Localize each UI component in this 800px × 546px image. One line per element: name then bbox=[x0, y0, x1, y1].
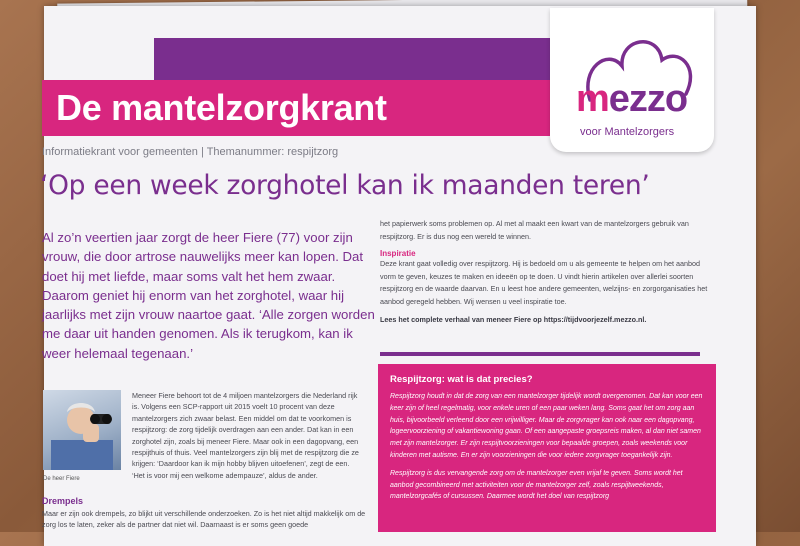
right-column-intro: het papierwerk soms problemen op. Al met al maakt een kwart van de mantelzorgers gebruik van respijtzorg. Er is dus nog een wereld te winnen. bbox=[380, 219, 689, 241]
man-with-binoculars-image bbox=[43, 390, 121, 470]
inspiratie-text: Deze krant gaat volledig over respijtzorg. Hij is bedoeld om u als gemeente te helpen om het aanbod vorm te geven, keuzes te maken en ideeën op te doen. U vindt hierin artikelen over allerlei soorten respijtzorg en de waarde daarvan. En u leest hoe andere gemeenten, welzijns- en zorgorganisaties het aanbod geregeld hebben. Wij wensen u veel inspiratie toe. bbox=[380, 259, 708, 306]
drempels-text: Maar er zijn ook drempels, zo blijkt uit verschillende onderzoeken. Zo is het niet altijd makkelijk om de zorg los te laten, zeker als de partner dat niet wil. Daarnaast is er soms geen goede bbox=[42, 509, 366, 529]
article-headline: ‘Op een week zorghotel kan ik maanden teren’ bbox=[40, 170, 650, 201]
info-box-heading: Respijtzorg: wat is dat precies? bbox=[390, 374, 533, 385]
article-body: Meneer Fiere behoort tot de 4 miljoen mantelzorgers die Nederland rijk is. Volgens een SCP-rapport uit 2015 voelt 10 procent van deze mantelzorgers zich zwaar belast. Een middel om dat te voorkomen is respijtzorg: de zorg tijdelijk overdragen aan een ander. Dat kan in een zorghotel zijn, zoals bij meneer Fiere. Maar ook in een dagopvang, een respijthuis of thuis. Veel mantelzorgers zijn blij met de respijtzorg die ze krijgen: ‘Daardoor kan ik mijn hobby blijven uitoefenen’, zegt de een. ‘Het is voor mij een welkome adempauze’, aldus de ander. bbox=[132, 391, 359, 480]
respijtzorg-info-box bbox=[378, 364, 716, 532]
read-more-link[interactable]: Lees het complete verhaal van meneer Fiere op https://tijdvoorjezelf.mezzo.nl. bbox=[380, 315, 647, 324]
article-lead: Al zo’n veertien jaar zorgt de heer Fiere (77) voor zijn vrouw, die door artrose nauwelijks meer kan lopen. Dat doet hij met liefde, maar soms valt het hem zwaar. Daarom geniet hij enorm van het zorghotel, waar hij jaarlijks met zijn vrouw naartoe gaat. ‘Alle zorgen worden me daar uit handen genomen. Als ik terugkom, kan ik weer helemaal tegenaan.’ bbox=[42, 230, 375, 361]
info-box-paragraph-1: Respijtzorg houdt in dat de zorg van een mantelzorger tijdelijk wordt overgenomen. Dat kan voor een keer zijn of heel regelmatig, voor enkele uren of een paar weken lang. Soms gaat het om zorg aan huis, bijvoorbeeld verleend door een vrijwilliger. Maar de zorgvrager kan ook naar een dagopvang, logeervoorziening of vakantiewoning gaan. Of een aangepaste groepsreis maken, al dan niet samen met zijn mantelzorger. Er zijn respijtvoorzieningen voor bepaalde groepen, zoals weekends voor kinderen met autisme. En er zijn voorzieningen die voor iedere zorgvrager toegankelijk zijn. bbox=[390, 393, 703, 459]
masthead-title: De mantelzorgkrant bbox=[56, 87, 387, 128]
photo-caption: De heer Fiere bbox=[43, 476, 80, 482]
right-column bbox=[380, 218, 710, 327]
portrait-photo bbox=[43, 390, 121, 470]
info-box-paragraph-2: Respijtzorg is dus vervangende zorg om de mantelzorger even vrijaf te geven. Soms wordt het aanbod gecombineerd met activiteiten voor de mantelzorger zelf, zoals respijtweekends, mantelzorgcafés of cursussen. Daarmee wordt het doel van respijtzorg bbox=[390, 469, 683, 501]
masthead-subtitle: Informatiekrant voor gemeenten | Themanummer: respijtzorg bbox=[42, 146, 339, 158]
drempels-heading: Drempels bbox=[42, 496, 84, 506]
column-divider bbox=[380, 352, 700, 356]
inspiratie-heading: Inspiratie bbox=[380, 249, 416, 258]
logo-tagline: voor Mantelzorgers bbox=[580, 126, 675, 138]
mezzo-wordmark: mezzo bbox=[576, 78, 688, 120]
mezzo-logo-card bbox=[550, 8, 714, 152]
